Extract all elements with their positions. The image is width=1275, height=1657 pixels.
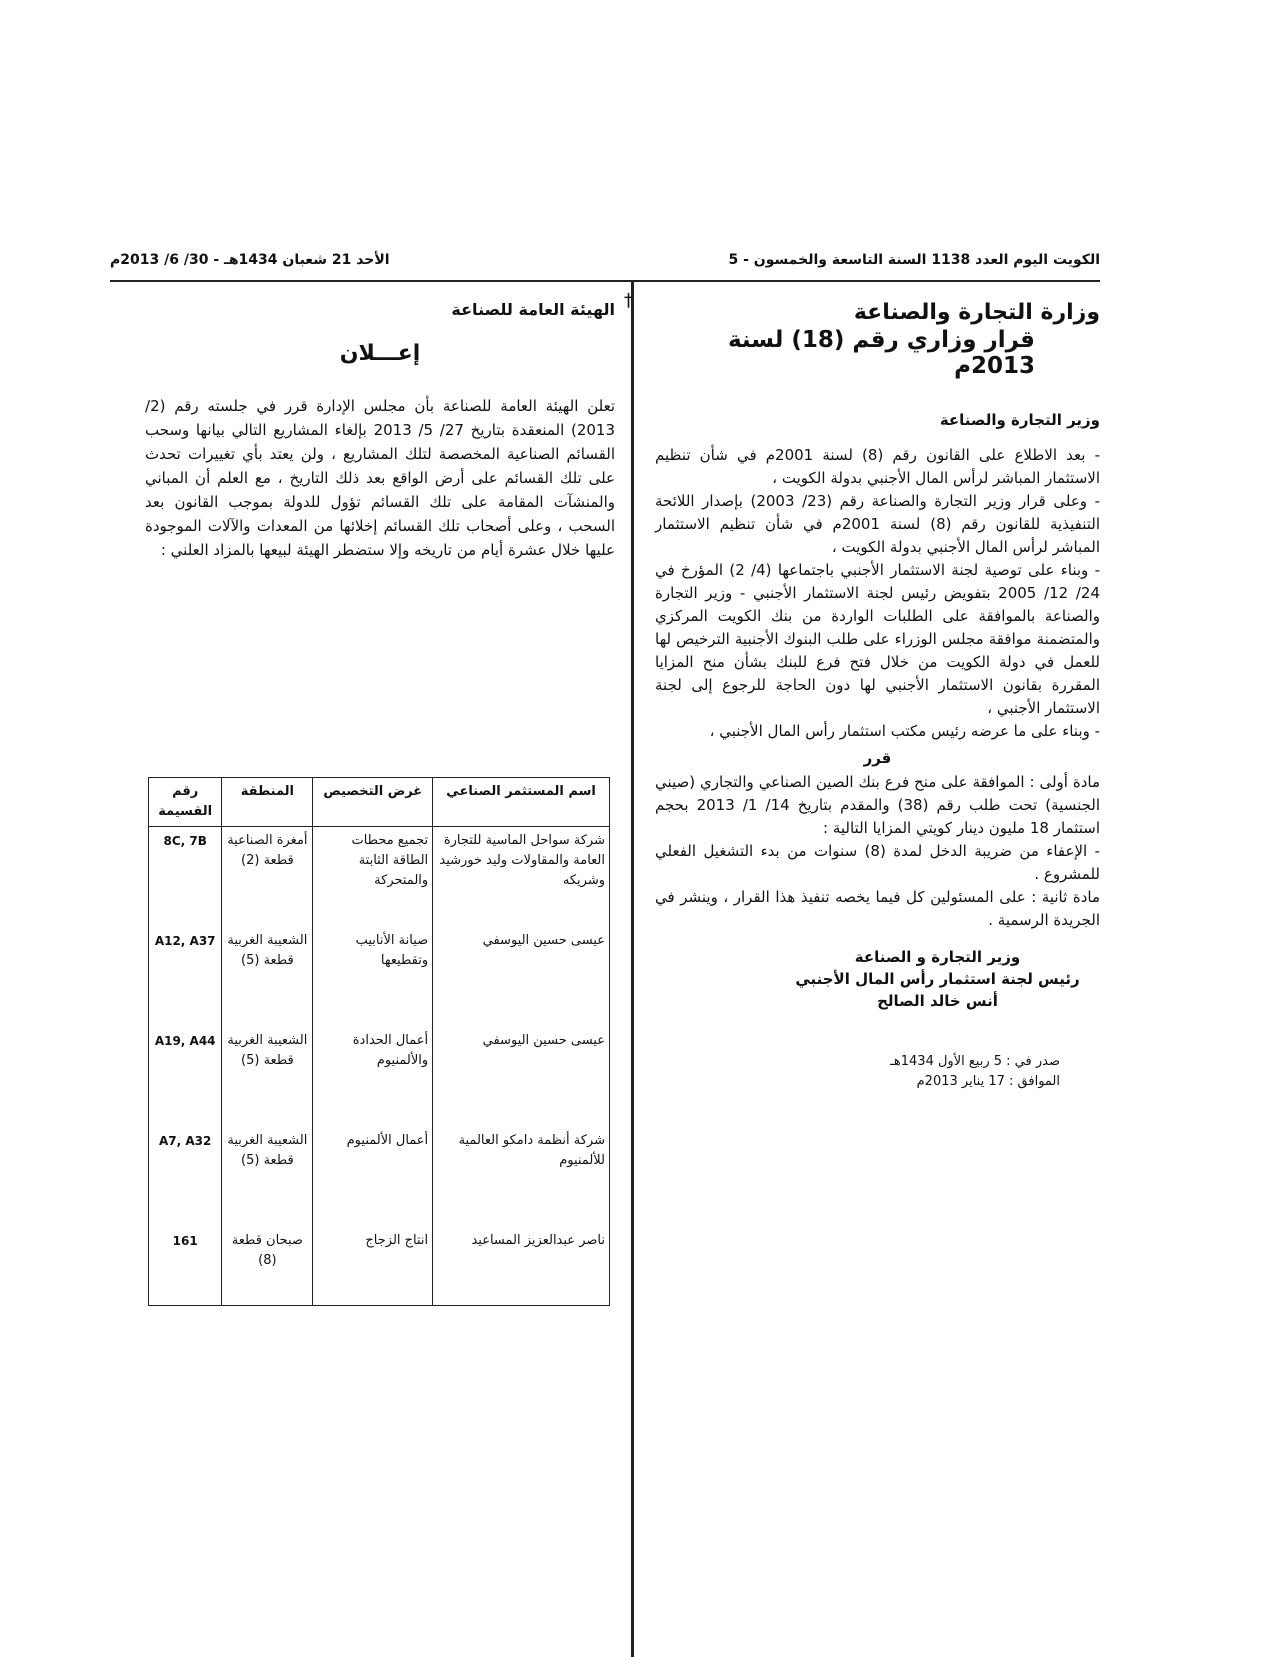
plot-cell: 8C, 7B [149,827,222,928]
investor-cell: شركة سواحل الماسية للتجارة العامة والمقاولات وليد خورشيد وشريكه [433,827,610,928]
area-cell: الشعيبة الغربية قطعة (5) [222,1027,313,1127]
purpose-cell: أعمال الألمنيوم [313,1127,433,1227]
header-date: الأحد 21 شعبان 1434هـ - 30/ 6/ 2013م [110,252,390,268]
table-row [149,1227,610,1306]
purpose-cell: أعمال الحدادة والألمنيوم [313,1027,433,1127]
column-divider [631,282,634,1657]
signature-line: رئيس لجنة استثمار رأس المال الأجنبي [795,970,1080,988]
purpose-cell: انتاج الزجاج [313,1227,433,1306]
divider-mark-icon: † [624,290,633,311]
signature-block [655,946,1100,1012]
preamble-paragraph: - وبناء على ما عرضه رئيس مكتب استثمار رأس المال الأجنبي ، [709,722,1100,740]
header-issue-info: الكويت اليوم العدد 1138 السنة التاسعة والخمسون - 5 [728,252,1100,268]
decree-column [655,300,1100,1092]
purpose-cell: تجميع محطات الطاقة الثابتة والمتحركة [313,827,433,928]
purpose-cell: صيانة الأنابيب وتقطيعها [313,927,433,1027]
header-divider [110,280,1100,282]
area-cell: أمغرة الصناعية قطعة (2) [222,827,313,928]
announcement-column [145,300,615,577]
ministry-title: وزارة التجارة والصناعة [853,300,1100,325]
area-cell: الشعيبة الغربية قطعة (5) [222,1127,313,1227]
decree-title: قرار وزاري رقم (18) لسنة 2013م [727,327,1035,379]
investor-cell: عيسى حسين اليوسفي [433,927,610,1027]
preamble-paragraph: - بعد الاطلاع على القانون رقم (8) لسنة 2001م في شأن تنظيم الاستثمار المباشر لرأس المال الأجنبي بدولة الكويت ، [655,446,1101,487]
article-first: مادة أولى : الموافقة على منح فرع بنك الصين الصناعي والتجاري (صيني الجنسية) تحت طلب رقم (38) والمقدم بتاريخ 14/ 1/ 2013 بحجم استثمار 18 مليون دينار كويتي المزايا التالية : [655,773,1101,837]
issued-hijri: صدر في : 5 ربيع الأول 1434هـ [890,1054,1060,1069]
issued-gregorian: الموافق : 17 يناير 2013م [916,1074,1060,1089]
investor-cell: ناصر عبدالعزيز المساعيد [433,1227,610,1306]
column-header-purpose: غرض التخصيص [313,778,433,827]
plot-cell: A12, A37 [149,927,222,1027]
minister-heading: وزير التجارة والصناعة [939,411,1100,429]
decision-heading: قرر [863,749,892,767]
investor-cell: شركة أنظمة دامكو العالمية للألمنيوم [433,1127,610,1227]
signature-line: وزير التجارة و الصناعة [854,948,1021,966]
announcement-body: تعلن الهيئة العامة للصناعة بأن مجلس الإدارة قرر في جلسته رقم (2/ 2013) المنعقدة بتاريخ 27/ 5/ 2013 بإلغاء المشاريع التالي بيانها وسحب القسائم الصناعية المخصصة لتلك المشاريع ، ولن يعتد بأي تغييرات تحدث على تلك القسائم على أرض الواقع بعد ذلك التاريخ ، مع العلم أن المباني والمنشآت المقامة على تلك القسائم تؤول للدولة بموجب القانون بعد السحب ، وعلى أصحاب تلك القسائم إخلائها من المعدات والآلات الموجودة عليها خلال عشرة أيام من تاريخه وإلا ستضطر الهيئة لبيعها بالمزاد العلني : [145,397,616,559]
authority-title: الهيئة العامة للصناعة [451,300,615,319]
column-header-area: المنطقة [222,778,313,827]
plot-cell: A19, A44 [149,1027,222,1127]
column-header-plot: رقم القسيمة [149,778,222,827]
page-header [110,252,1100,280]
issue-date-block [655,1052,1100,1092]
table-row [149,1127,610,1227]
signature-name: أنس خالد الصالح [877,992,998,1010]
preamble-paragraph: - وعلى قرار وزير التجارة والصناعة رقم (23/ 2003) بإصدار اللائحة التنفيذية للقانون رقم (8) لسنة 2001م في شأن تنظيم الاستثمار المباشر لرأس المال الأجنبي بدولة الكويت ، [655,492,1101,556]
plot-cell: A7, A32 [149,1127,222,1227]
table-row [149,927,610,1027]
table-row [149,827,610,928]
plot-cell: 161 [149,1227,222,1306]
article-exemption: - الإعفاء من ضريبة الدخل لمدة (8) سنوات من بدء التشغيل الفعلي للمشروع . [655,842,1100,883]
table-header-row [149,778,610,827]
article-second: مادة ثانية : على المسئولين كل فيما يخصه تنفيذ هذا القرار ، وينشر في الجريدة الرسمية . [655,888,1100,929]
area-cell: الشعيبة الغربية قطعة (5) [222,927,313,1027]
column-header-investor: اسم المستثمر الصناعي [433,778,610,827]
table-row [149,1027,610,1127]
investor-cell: عيسى حسين اليوسفي [433,1027,610,1127]
preamble-paragraph: - وبناء على توصية لجنة الاستثمار الأجنبي باجتماعها (4/ 2) المؤرخ في 24/ 12/ 2005 بتفويض رئيس لجنة الاستثمار الأجنبي - وزير التجارة والصناعة بالموافقة على الطلبات الواردة من بنك الكويت المركزي والمتضمنة موافقة مجلس الوزراء على طلب البنوك الأجنبية الترخيص لها للعمل في دولة الكويت من خلال فتح فرع للبنك بشأن منح المزايا المقررة بقانون الاستثمار الأجنبي لها دون الحاجة للرجوع إلى لجنة الاستثمار الأجنبي ، [655,561,1101,717]
cancelled-plots-table [148,777,610,1306]
announcement-title: إعـــلان [339,341,421,366]
area-cell: صبحان قطعة (8) [222,1227,313,1306]
